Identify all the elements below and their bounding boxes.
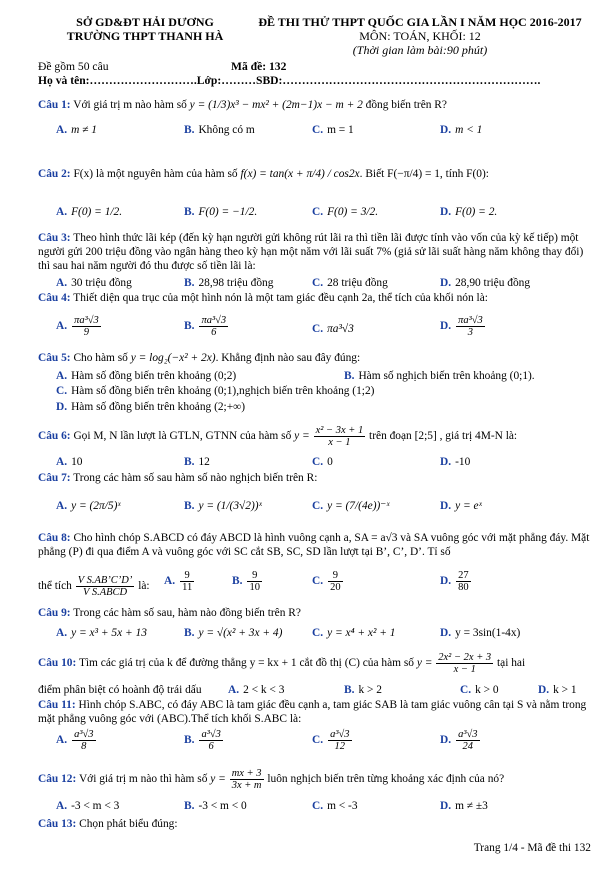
- question-text: Hình chóp S.ABC, có đáy ABC là tam giác đều cạnh a, tam giác SAB là tam giác vuông cân tại S và nằm trong mặt phẳng vuông góc với (ABC).Thể tích khối S.ABC là:: [38, 699, 587, 725]
- options-row: [38, 627, 598, 643]
- option-d: D. 28,90 triệu đồng: [440, 277, 531, 289]
- options-row: [38, 401, 598, 417]
- question-text: Với giá trị m nào thì hàm số: [76, 773, 211, 786]
- options-row: [38, 124, 598, 140]
- option-a: A. y = x³ + 5x + 13: [56, 627, 147, 639]
- option-d: D. $\frac{27}{80}$: [440, 570, 469, 594]
- option-d: D. $\frac{\text{a³√3}}{24}$: [440, 729, 478, 753]
- question-text: Thiết diện qua trục của một hình nón là một tam giác đều cạnh 2a, thể tích của khối nón là:: [70, 292, 488, 304]
- option-d: D. m ≠ ±3: [440, 800, 488, 812]
- option-b: B. $\frac{\text{πa³√3}}{6}$: [184, 315, 227, 339]
- option-b: B. F(0) = −1/2.: [184, 206, 258, 218]
- question-text: Cho hình chóp S.ABCD có đáy ABCD là hình vuông cạnh a, SA = a√3 và SA vuông góc với mặt phẳng đáy. Mặt phẳng (P) đi qua điểm A và vuông góc với SC cắt SB, SC, SD lần lượt tại B’, C’, D’. Tỉ số: [38, 532, 590, 558]
- question-text: Gọi M, N lần lượt là GTLN, GTNN của hàm số: [70, 430, 295, 443]
- question-text: luôn nghịch biến trên từng khoảng xác định của nó?: [264, 773, 505, 786]
- question-2: [38, 168, 598, 182]
- option-a: A. Hàm số đồng biến trên khoảng (0;2): [56, 370, 237, 382]
- option-a: A. 2 < k < 3: [228, 684, 285, 696]
- question-12: Câu 12: Với giá trị m nào thì hàm số y = $\frac{mx + 3}{3x + m}$ luôn nghịch biến trên từng khoảng xác định của nó?: [38, 768, 505, 792]
- option-b: B. 28,98 triệu đồng: [184, 277, 274, 289]
- option-c: C. m = 1: [312, 124, 354, 136]
- question-text: Tìm các giá trị của k để đường thẳng y = kx + 1 cắt đồ thị (C) của hàm số: [76, 657, 417, 670]
- question-3: [38, 232, 598, 274]
- options-row: [38, 568, 598, 598]
- question-label: Câu 8:: [38, 532, 71, 544]
- question-text: đồng biến trên R?: [362, 99, 447, 111]
- formula: f(x) = tan(x + π/4) / cos2x: [240, 168, 360, 180]
- option-a: A. -3 < m < 3: [56, 800, 120, 812]
- option-b: B. Không có m: [184, 124, 255, 136]
- question-label: Câu 5:: [38, 352, 71, 364]
- question-count: Đề gồm 50 câu: [38, 60, 109, 73]
- question-label: Câu 4:: [38, 292, 71, 304]
- option-b: B. -3 < m < 0: [184, 800, 247, 812]
- option-a: A. $\frac{\text{πa³√3}}{9}$: [56, 315, 99, 339]
- options-row: [38, 385, 598, 401]
- option-a: A. $\frac{\text{a³√3}}{8}$: [56, 729, 94, 753]
- option-d: D. F(0) = 2.: [440, 206, 498, 218]
- question-label: Câu 2:: [38, 168, 71, 180]
- time-line: (Thời gian làm bài:90 phút): [352, 42, 488, 57]
- option-d: D. k > 1: [538, 684, 577, 696]
- question-text: Chọn phát biểu đúng:: [76, 818, 178, 830]
- formula: y = log₂(−x² + 2x): [130, 352, 216, 364]
- school-name: TRƯỜNG THPT THANH HÀ: [66, 28, 224, 43]
- formula: $\frac{\text{x² − 3x + 1}}{x - 1}$: [315, 425, 364, 449]
- options-row: [38, 729, 598, 759]
- option-a: A. F(0) = 1/2.: [56, 206, 123, 218]
- page-footer: Trang 1/4 - Mã đề thi 132: [473, 842, 591, 854]
- question-4: [38, 292, 598, 306]
- option-b: B. $\frac{9}{10}$: [232, 570, 260, 594]
- department-name: SỞ GD&ĐT HẢI DƯƠNG: [76, 15, 214, 29]
- option-c: C. m < -3: [312, 800, 358, 812]
- option-c: C. $\frac{9}{20}$: [312, 570, 341, 594]
- question-5: [38, 352, 598, 366]
- option-a: A. 10: [56, 456, 83, 468]
- option-b: B. Hàm số nghịch biến trên khoảng (0;1).: [344, 370, 535, 382]
- option-c: C. y = x⁴ + x² + 1: [312, 627, 396, 639]
- option-d: D. m < 1: [440, 124, 483, 136]
- option-c: C. y = (7/(4e))⁻ˣ: [312, 500, 390, 512]
- question-text: Cho hàm số: [70, 352, 131, 364]
- option-c: C. 28 triệu đồng: [312, 277, 388, 289]
- option-c: C. $\frac{\text{a³√3}}{12}$: [312, 729, 350, 753]
- option-c: C. πa³√3: [312, 323, 354, 335]
- option-c: C. Hàm số đồng biến trên khoảng (0;1),nghịch biến trên khoảng (1;2): [56, 385, 375, 397]
- question-text: tại hai: [494, 657, 526, 670]
- options-row: [38, 370, 598, 386]
- option-d: D. y = eˣ: [440, 500, 482, 512]
- question-8: [38, 532, 598, 560]
- option-a: A. $\frac{9}{11}$: [164, 570, 193, 594]
- question-9: [38, 607, 598, 621]
- question-text: trên đoạn [2;5] , giá trị 4M-N là:: [366, 430, 518, 443]
- volume-ratio-label: thể tích $\frac{\text{V S.AB’C’D’}}{\text{V S.ABCD}}$ là:: [38, 575, 150, 599]
- option-c: C. k > 0: [460, 684, 499, 696]
- options-row: [38, 206, 598, 222]
- exam-title: ĐỀ THI THỬ THPT QUỐC GIA LẦN I NĂM HỌC 2016-2017: [258, 15, 582, 29]
- question-text: . Khẳng định nào sau đây đúng:: [215, 352, 361, 364]
- question-label: Câu 9:: [38, 607, 71, 619]
- exam-header: [250, 16, 590, 57]
- question-label: Câu 1:: [38, 99, 71, 111]
- options-row: [38, 684, 598, 700]
- question-7: [38, 472, 598, 486]
- option-a: A. 30 triệu đồng: [56, 277, 132, 289]
- formula: y = (1/3)x³ − mx² + (2m−1)x − m + 2: [189, 99, 363, 111]
- question-text: điểm phân biệt có hoành độ trái dấu: [38, 684, 202, 696]
- options-row: [38, 800, 598, 816]
- school-header: [60, 16, 230, 44]
- option-d: D. Hàm số đồng biến trên khoảng (2;+∞): [56, 401, 246, 413]
- exam-info: [38, 60, 287, 74]
- option-b: B. y = √(x² + 3x + 4): [184, 627, 283, 639]
- question-6: Câu 6: Gọi M, N lần lượt là GTLN, GTNN của hàm số y = $\frac{\text{x² − 3x + 1}}{x - 1}$ trên đoạn [2;5] , giá trị 4M-N là:: [38, 425, 518, 449]
- question-text: F(x) là một nguyên hàm của hàm số: [70, 168, 241, 180]
- volume-ratio: $\frac{\text{V S.AB’C’D’}}{\text{V S.ABCD}}$: [77, 575, 133, 599]
- question-13: [38, 818, 598, 832]
- student-info-line: Họ và tên:……………………….Lớp:………SBD:………………………………………………………….: [38, 74, 541, 87]
- option-d: D. y = 3sin(1-4x): [440, 627, 521, 639]
- question-label: Câu 3:: [38, 232, 71, 244]
- question-label: Câu 12:: [38, 773, 77, 786]
- options-row: [38, 312, 598, 342]
- option-a: A. m ≠ 1: [56, 124, 97, 136]
- question-label: Câu 11:: [38, 699, 76, 711]
- question-text: Với giá trị m nào hàm số: [70, 99, 190, 111]
- formula: $\frac{mx + 3}{3x + m}$: [231, 768, 262, 792]
- option-b: B. $\frac{\text{a³√3}}{6}$: [184, 729, 221, 753]
- question-label: Câu 10:: [38, 657, 77, 670]
- formula: $\frac{\text{2x² − 2x + 3}}{x - 1}$: [438, 652, 492, 676]
- option-c: C. F(0) = 3/2.: [312, 206, 379, 218]
- option-d: D. -10: [440, 456, 471, 468]
- option-c: C. 0: [312, 456, 333, 468]
- question-text: Trong các hàm số sau, hàm nào đồng biến trên R?: [70, 607, 301, 619]
- question-text: Trong các hàm số sau hàm số nào nghịch biến trên R:: [70, 472, 318, 484]
- question-label: Câu 6:: [38, 430, 71, 443]
- question-10: Câu 10: Tìm các giá trị của k để đường thẳng y = kx + 1 cắt đồ thị (C) của hàm số y = $\frac{\text{2x² − 2x + 3}}{x - 1}$ tại hai: [38, 652, 526, 676]
- exam-code: Mã đề: 132: [231, 60, 287, 73]
- options-row: [38, 277, 598, 293]
- question-label: Câu 7:: [38, 472, 71, 484]
- option-b: B. k > 2: [344, 684, 382, 696]
- option-b: B. y = (1/(3√2))ˣ: [184, 500, 262, 512]
- subject-line: MÔN: TOÁN, KHỐI: 12: [359, 28, 481, 43]
- question-label: Câu 13:: [38, 818, 77, 830]
- question-text: Theo hình thức lãi kép (đến kỳ hạn người gửi không rút lãi ra thì tiền lãi được tính vào vốn của kỳ kế tiếp) một người gửi 200 triệu đồng vào ngân hàng theo kỳ hạn một năm với lãi suất 7% (giả sử lãi suất hàng năm không thay đổi) thì sau hai năm người đó thu được số tiền lãi là:: [38, 232, 584, 272]
- option-a: A. y = (2π/5)ˣ: [56, 500, 121, 512]
- option-d: D. $\frac{\text{πa³√3}}{3}$: [440, 315, 483, 339]
- question-text: . Biết F(−π/4) = 1, tính F(0):: [359, 168, 489, 180]
- options-row: [38, 500, 598, 516]
- option-b: B. 12: [184, 456, 210, 468]
- question-1: [38, 99, 598, 113]
- options-row: [38, 456, 598, 472]
- question-11: [38, 699, 598, 727]
